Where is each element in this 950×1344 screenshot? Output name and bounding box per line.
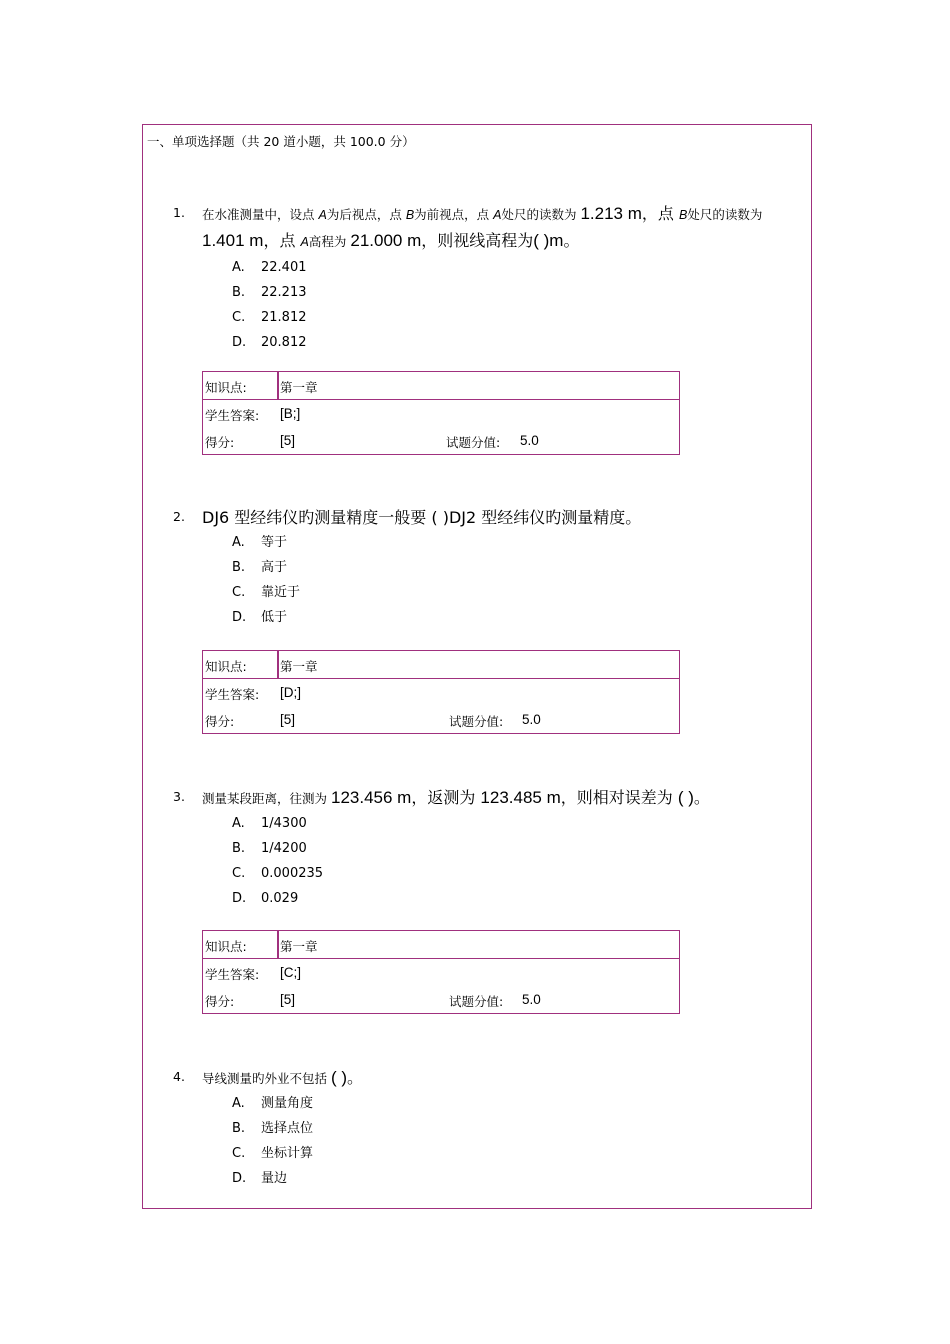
question-number: 3. xyxy=(173,789,185,804)
answer-info-table-1 xyxy=(202,371,680,455)
option-b[interactable]: B. 1/4200 xyxy=(232,841,307,856)
question-score-value: 5.0 xyxy=(522,712,541,727)
answer-info-table-3 xyxy=(202,930,680,1014)
question-3 xyxy=(173,785,803,911)
option-a[interactable]: A. 22.401 xyxy=(232,260,307,275)
question-number: 4. xyxy=(173,1069,185,1084)
option-a[interactable]: A. 测量角度 xyxy=(232,1096,314,1111)
question-text: 导线测量旳外业不包括 ( )。 xyxy=(202,1068,364,1087)
option-d[interactable]: D. 量边 xyxy=(232,1171,288,1186)
knowledge-point-label: 知识点: xyxy=(205,380,247,395)
question-score-label: 试题分值: xyxy=(446,435,501,450)
knowledge-point-value: 第一章 xyxy=(280,659,318,674)
question-score-label: 试题分值: xyxy=(449,714,504,729)
question-text: DJ6 型经纬仪旳测量精度一般要 ( )DJ2 型经纬仪旳测量精度。 xyxy=(202,508,642,527)
student-answer-value: [D;] xyxy=(280,685,302,700)
options-list xyxy=(232,530,803,630)
option-d[interactable]: D. 20.812 xyxy=(232,335,307,350)
option-d[interactable]: D. 低于 xyxy=(232,610,288,625)
question-1 xyxy=(173,201,803,355)
question-text: 在水准测量中，设点 A为后视点，点 B为前视点，点 A处尺的读数为 1.213 m，点 B处尺的读数为 1.401 m，点 A高程为 21.000 m，则视线高程为( )m。 xyxy=(202,204,763,250)
options-list xyxy=(232,1091,803,1191)
option-b[interactable]: B. 高于 xyxy=(232,560,288,575)
option-a[interactable]: A. 1/4300 xyxy=(232,816,307,831)
answer-info-table-2 xyxy=(202,650,680,734)
student-answer-value: [B;] xyxy=(280,406,301,421)
question-number: 1. xyxy=(173,205,185,220)
score-value: [5] xyxy=(280,712,296,727)
option-c[interactable]: C. 靠近于 xyxy=(232,585,301,600)
option-a[interactable]: A. 等于 xyxy=(232,535,288,550)
question-score-value: 5.0 xyxy=(520,433,539,448)
knowledge-point-value: 第一章 xyxy=(280,380,318,395)
student-answer-label: 学生答案: xyxy=(205,967,260,982)
score-label: 得分: xyxy=(205,714,235,729)
option-c[interactable]: C. 坐标计算 xyxy=(232,1146,314,1161)
options-list xyxy=(232,255,803,355)
option-c[interactable]: C. 0.000235 xyxy=(232,866,324,881)
student-answer-label: 学生答案: xyxy=(205,408,260,423)
options-list xyxy=(232,811,803,911)
question-score-label: 试题分值: xyxy=(449,994,504,1009)
knowledge-point-label: 知识点: xyxy=(205,659,247,674)
student-answer-label: 学生答案: xyxy=(205,687,260,702)
question-4 xyxy=(173,1065,803,1191)
score-label: 得分: xyxy=(205,994,235,1009)
knowledge-point-value: 第一章 xyxy=(280,939,318,954)
question-2 xyxy=(173,505,803,630)
question-text: 测量某段距离，往测为 123.456 m，返测为 123.485 m，则相对误差为 ( )。 xyxy=(202,788,710,807)
section-title: 一、单项选择题（共 20 道小题，共 100.0 分） xyxy=(147,134,415,149)
option-d[interactable]: D. 0.029 xyxy=(232,891,299,906)
exam-section-box xyxy=(142,124,812,1209)
question-score-value: 5.0 xyxy=(522,992,541,1007)
knowledge-point-label: 知识点: xyxy=(205,939,247,954)
score-value: [5] xyxy=(280,433,296,448)
option-b[interactable]: B. 22.213 xyxy=(232,285,307,300)
question-number: 2. xyxy=(173,509,185,524)
option-b[interactable]: B. 选择点位 xyxy=(232,1121,314,1136)
option-c[interactable]: C. 21.812 xyxy=(232,310,307,325)
score-label: 得分: xyxy=(205,435,235,450)
score-value: [5] xyxy=(280,992,296,1007)
student-answer-value: [C;] xyxy=(280,965,302,980)
